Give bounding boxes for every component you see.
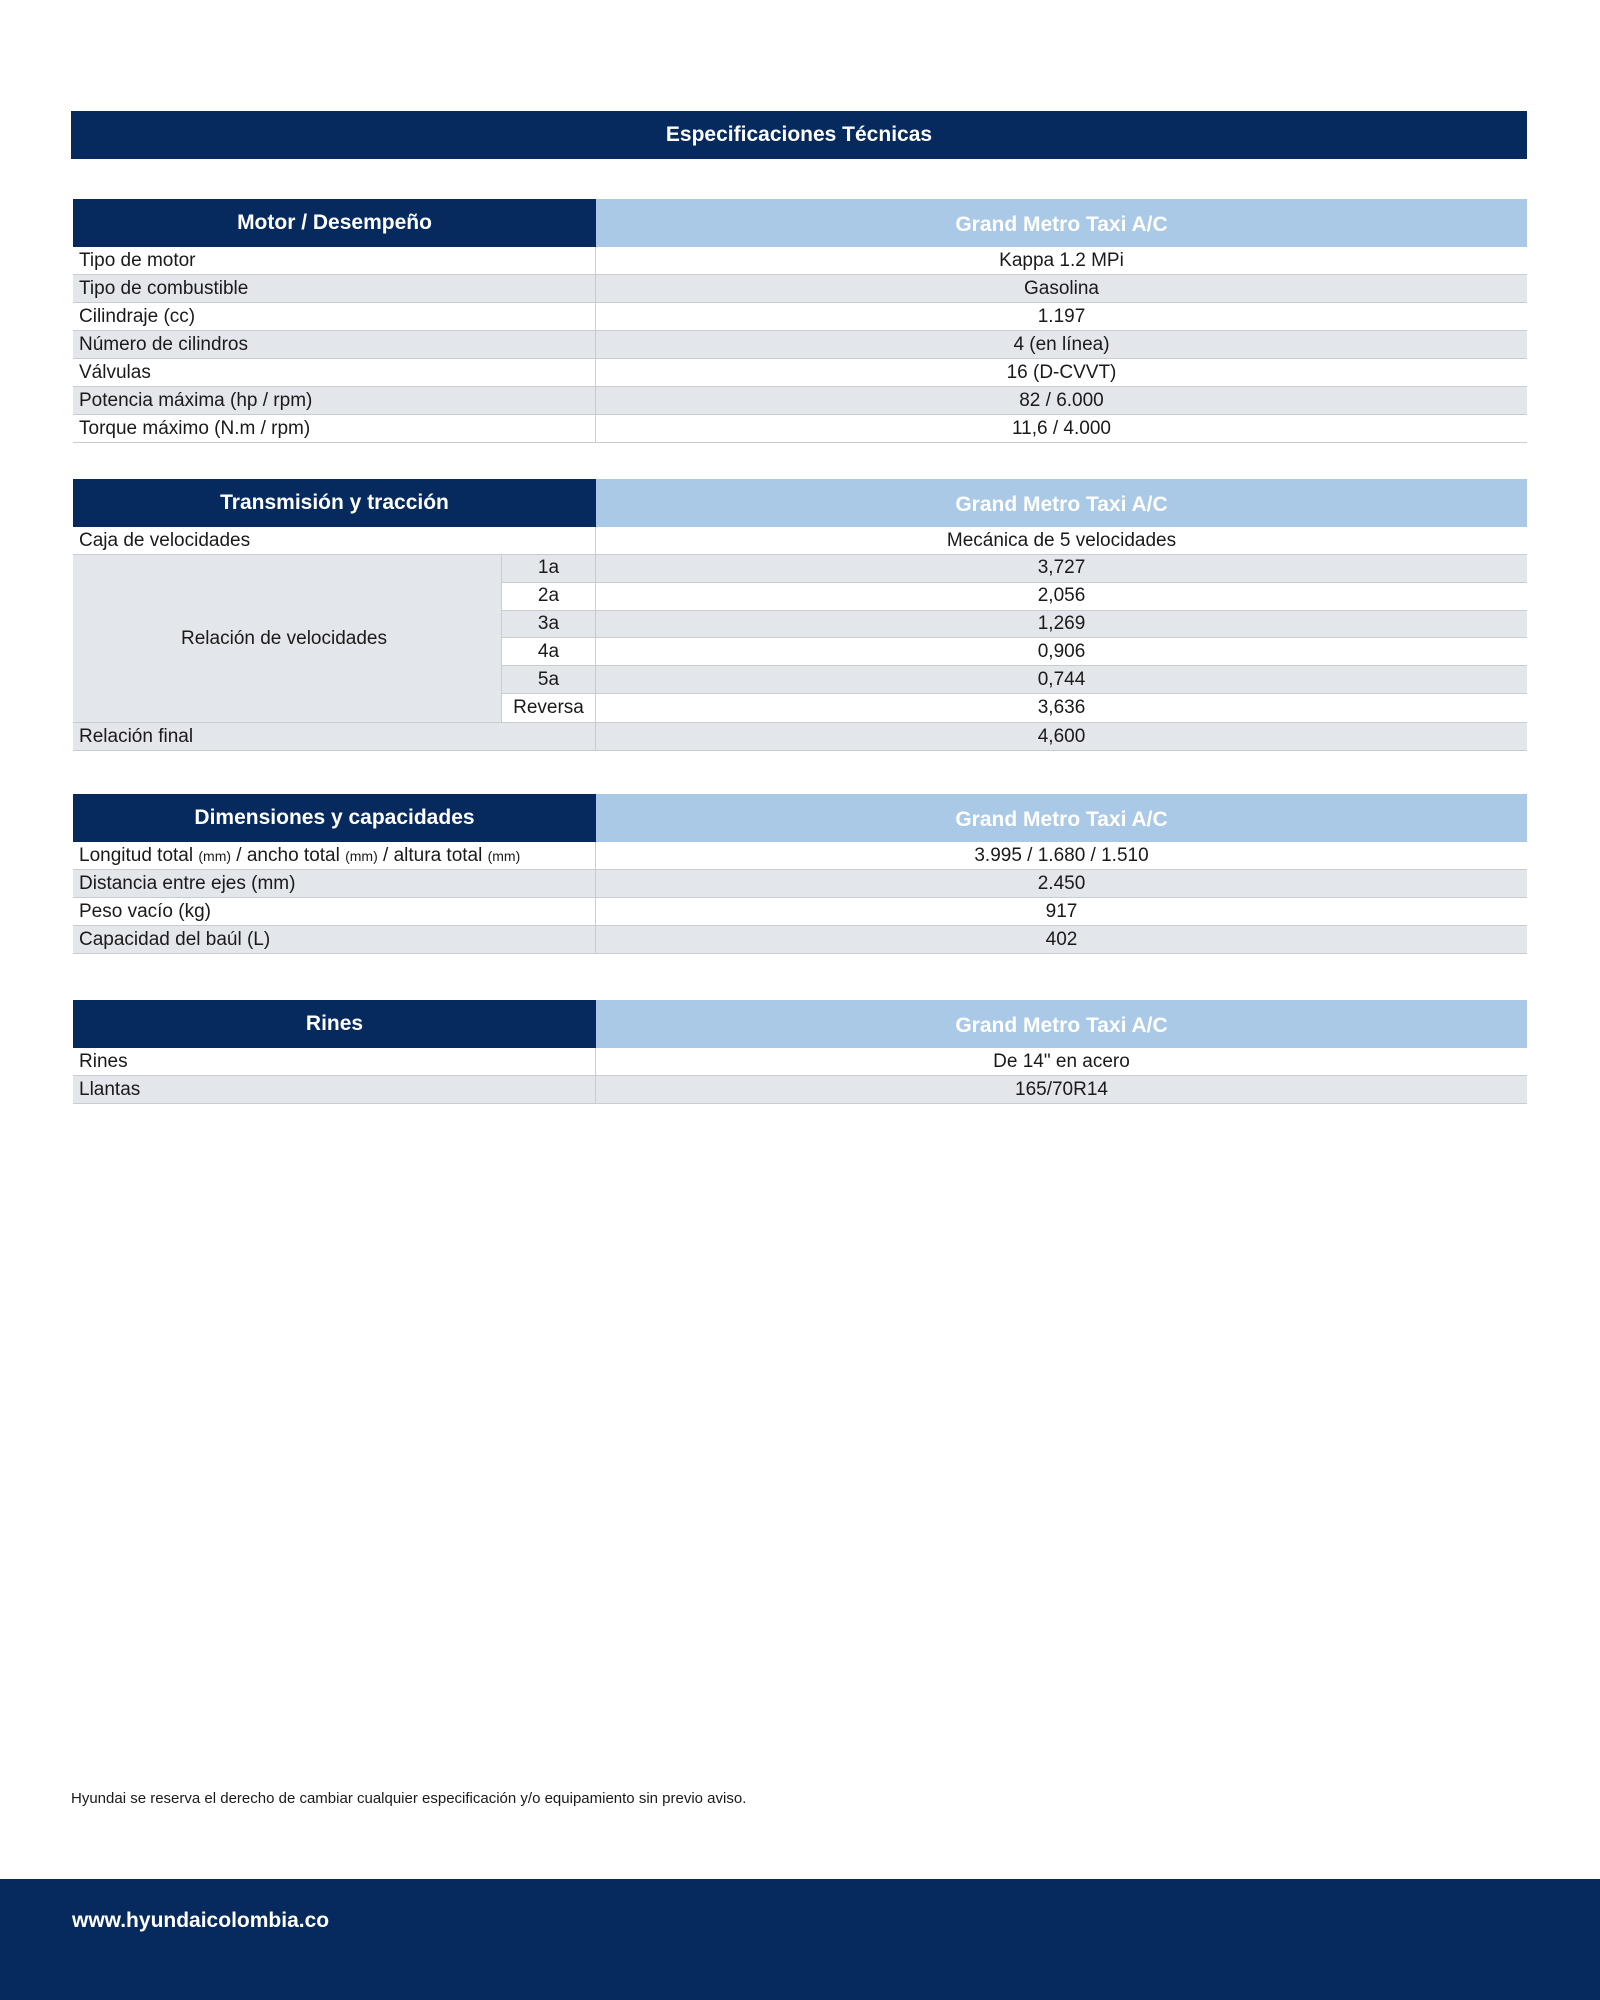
row-value: 4,600 [1037,725,1086,747]
row-label: Relación final [73,723,596,750]
row-label: Rines [73,1048,596,1075]
table-row [73,247,1527,275]
rines-section-title: Rines [73,1000,596,1048]
gear-row [502,611,1527,639]
row-label: Torque máximo (N.m / rpm) [73,415,596,442]
row-label: Potencia máxima (hp / rpm) [73,387,596,414]
label-part: / ancho total [231,844,346,866]
dimensiones-model-title: Grand Metro Taxi A/C [596,794,1527,842]
gear-name: 2a [502,583,596,610]
gear-ratio-rows [502,555,1527,722]
gear-value: 3,636 [1037,697,1086,719]
row-value: 4 (en línea) [1013,333,1110,355]
row-label: Caja de velocidades [73,527,596,554]
row-label: Cilindraje (cc) [73,303,596,330]
row-label: Número de cilindros [73,331,596,358]
dimensiones-table [73,794,1527,954]
row-label: Llantas [73,1076,596,1103]
row-value: 165/70R14 [1015,1078,1108,1100]
row-value: 402 [1045,928,1078,950]
unit-label: (mm) [345,847,378,864]
row-label: Tipo de combustible [73,275,596,302]
table-row [73,275,1527,303]
row-value: De 14" en acero [993,1050,1130,1072]
row-value: Kappa 1.2 MPi [999,249,1124,271]
row-value: 1.197 [1037,305,1086,327]
motor-model-title: Grand Metro Taxi A/C [596,199,1527,247]
gear-value: 1,269 [1037,613,1086,635]
transmision-model-title: Grand Metro Taxi A/C [596,479,1527,527]
table-row [73,898,1527,926]
transmision-table-header [73,479,1527,527]
table-row [73,303,1527,331]
gear-row [502,666,1527,694]
row-value: 3.995 / 1.680 / 1.510 [974,844,1149,866]
gear-name: 3a [502,611,596,638]
label-part: / altura total [377,844,488,866]
motor-table-header [73,199,1527,247]
dimensiones-section-title: Dimensiones y capacidades [73,794,596,842]
transmision-table [73,479,1527,751]
row-value: 917 [1045,900,1078,922]
gear-value: 2,056 [1037,585,1086,607]
motor-table [73,199,1527,443]
unit-label: (mm) [198,847,232,864]
page-title: Especificaciones Técnicas [71,111,1527,159]
row-value: Mecánica de 5 velocidades [946,529,1177,551]
row-value: 16 (D-CVVT) [1006,361,1117,383]
table-row [73,331,1527,359]
table-row [73,1076,1527,1104]
unit-label: (mm) [487,847,521,864]
table-row [73,359,1527,387]
dimensiones-table-header [73,794,1527,842]
row-value: Gasolina [1024,277,1099,299]
gear-row [502,583,1527,611]
table-row [73,527,1527,555]
row-label: Distancia entre ejes (mm) [73,870,596,897]
gear-row [502,638,1527,666]
gear-name: 1a [502,555,596,582]
gear-row [502,555,1527,583]
table-row [73,415,1527,443]
row-label [73,842,596,869]
table-row [73,870,1527,898]
rines-table-header [73,1000,1527,1048]
row-label: Tipo de motor [73,247,596,274]
table-row [73,723,1527,751]
gear-value: 3,727 [1037,557,1086,579]
gear-name: 4a [502,638,596,665]
gear-value: 0,744 [1037,668,1086,690]
row-value: 11,6 / 4.000 [1012,417,1111,439]
row-value: 2.450 [1037,872,1086,894]
gear-value: 0,906 [1037,640,1086,662]
motor-section-title: Motor / Desempeño [73,199,596,247]
footer-bar [0,1879,1600,2000]
disclaimer-text: Hyundai se reserva el derecho de cambiar cualquier especificación y/o equipamiento sin previo aviso. [71,1790,747,1807]
row-value: 82 / 6.000 [1019,389,1104,411]
label-part: Longitud total [79,844,199,866]
footer-website-link[interactable]: www.hyundaicolombia.co [72,1909,330,1932]
row-label: Válvulas [73,359,596,386]
rines-table [73,1000,1527,1104]
gear-row [502,694,1527,722]
table-row [73,1048,1527,1076]
row-label: Peso vacío (kg) [73,898,596,925]
table-row [73,387,1527,415]
table-row [73,842,1527,870]
gear-name: Reversa [502,694,596,722]
gear-name: 5a [502,666,596,693]
gear-ratio-label: Relación de velocidades [73,555,502,722]
transmision-section-title: Transmisión y tracción [73,479,596,527]
table-row [73,926,1527,954]
row-label: Capacidad del baúl (L) [73,926,596,953]
gear-ratio-group [73,555,1527,723]
rines-model-title: Grand Metro Taxi A/C [596,1000,1527,1048]
